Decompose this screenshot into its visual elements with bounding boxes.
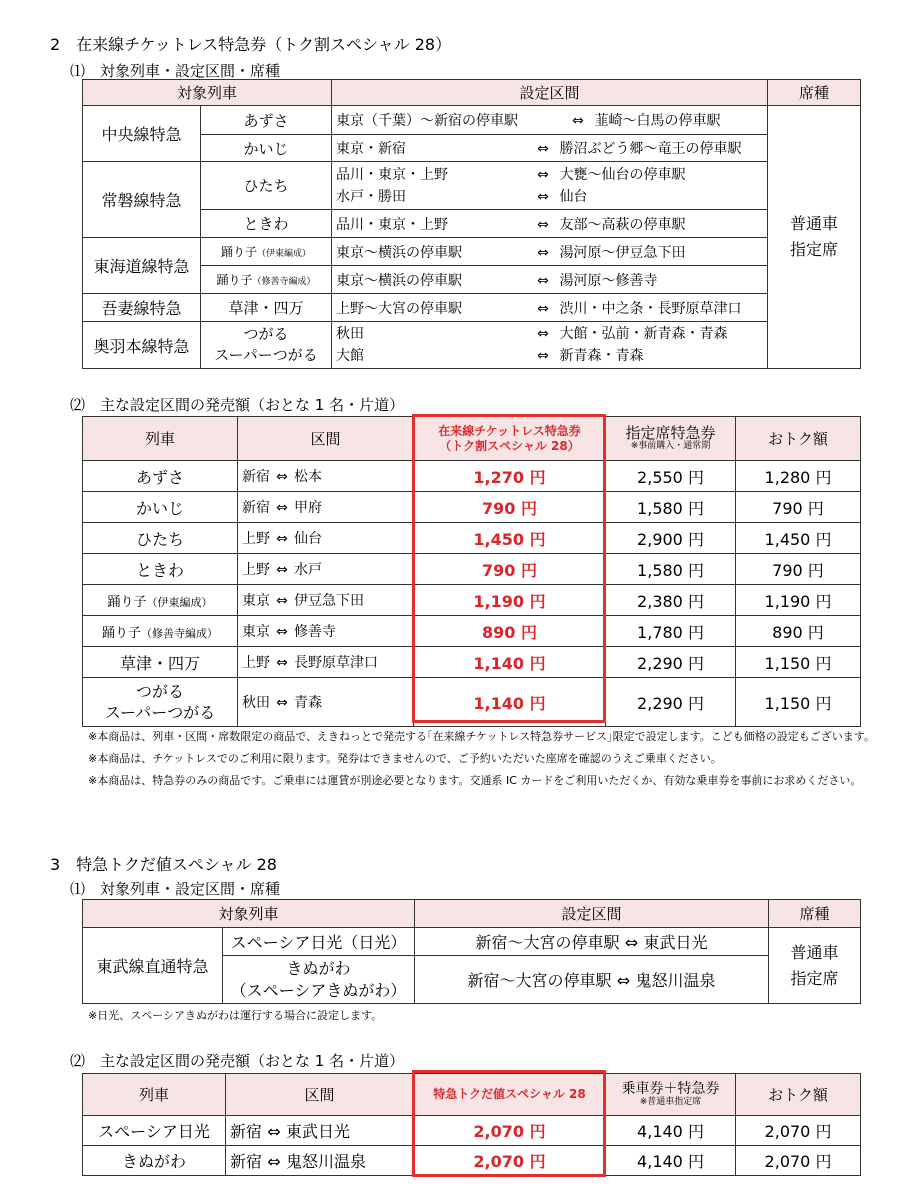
col-header-section: 設定区間 [332,80,768,106]
section-cell: 東京 ⇔ 修善寺 [238,616,414,647]
col-header-seat: 席種 [768,80,861,106]
col-header-train: 列車 [83,1074,226,1116]
table-row [83,554,861,585]
group-cell: 中央線特急 [83,106,201,162]
section-cell: 上野 ⇔ 長野原草津口 [238,647,414,678]
section-cell: 品川・東京・上野 ⇔ 友部～高萩の停車駅 [332,210,768,238]
note-item: ※本商品は、列車・区間・席数限定の商品で、えきねっとで発売する｢在来線チケットレス特急券サービス｣限定で設定します。こども価格の設定もございます。 [88,730,875,743]
train-cell: 草津・四万 [83,647,238,678]
normal-price: 1,780 円 [606,616,736,647]
special-price: 1,190 円 [414,585,606,616]
col-header-special: 特急トクだ値スペシャル 28 [414,1074,606,1116]
normal-price: 2,290 円 [606,678,736,727]
special-price: 2,070 円 [414,1146,606,1176]
special-price: 1,140 円 [414,678,606,727]
train-cell: スペーシア日光 [83,1116,226,1146]
normal-price: 1,580 円 [606,554,736,585]
seat-cell: 普通車 指定席 [769,928,861,1004]
special-price: 2,070 円 [414,1116,606,1146]
table-row [83,492,861,523]
note-item: ※本商品は、チケットレスでのご利用に限ります。発券はできませんので、ご予約いただいた座席を確認のうえご乗車ください。 [88,752,722,765]
table-row [83,238,861,266]
special-price: 890 円 [414,616,606,647]
col-header-train: 対象列車 [83,80,332,106]
section-cell: 東京～横浜の停車駅 ⇔ 湯河原～修善寺 [332,266,768,294]
table-row [83,322,861,369]
section2-title: 2 在来線チケットレス特急券（トク割スペシャル 28） [50,35,452,54]
table-row [83,523,861,554]
train-cell: 踊り子（修善寺編成） [201,266,332,294]
table-row [83,1146,861,1176]
train-cell: ひたち [83,523,238,554]
train-cell: スペーシア日光（日光） [223,928,415,956]
group-cell: 常磐線特急 [83,162,201,238]
save-amount: 1,280 円 [736,461,861,492]
section-cell: 東京～横浜の停車駅 ⇔ 湯河原～伊豆急下田 [332,238,768,266]
section3-note: ※日光、スペーシアきぬがわは運行する場合に設定します。 [88,1009,383,1022]
section-cell: 秋田 ⇔ 大館・弘前・新青森・青森 大館 ⇔ 新青森・青森 [332,322,768,369]
table-row [83,678,861,727]
table-row [83,162,861,210]
train-cell: かいじ [83,492,238,523]
section2-sub2: ⑵ 主な設定区間の発売額（おとな 1 名・片道） [70,396,405,414]
col-header-train: 対象列車 [83,900,415,928]
section2-price-table [82,416,861,727]
section-cell: 新宿 ⇔ 甲府 [238,492,414,523]
section3-sub2: ⑵ 主な設定区間の発売額（おとな 1 名・片道） [70,1052,405,1070]
normal-price: 1,580 円 [606,492,736,523]
special-price: 790 円 [414,554,606,585]
normal-price: 4,140 円 [606,1146,736,1176]
col-header-seat: 席種 [769,900,861,928]
save-amount: 2,070 円 [736,1146,861,1176]
train-cell: きぬがわ [83,1146,226,1176]
section-cell: 新宿 ⇔ 松本 [238,461,414,492]
section3-sub1: ⑴ 対象列車・設定区間・席種 [70,880,281,898]
section2-route-table [82,79,861,369]
section-cell: 東京 ⇔ 伊豆急下田 [238,585,414,616]
col-header-section: 区間 [226,1074,414,1116]
train-cell: ひたち [201,162,332,210]
normal-price: 2,550 円 [606,461,736,492]
col-header-reserved: 指定席特急券 ※事前購入・通常期 [606,417,736,461]
save-amount: 790 円 [736,554,861,585]
train-cell: あずさ [83,461,238,492]
save-amount: 1,150 円 [736,647,861,678]
section-cell: 東京（千葉）～新宿の停車駅 ⇔ 韮崎～白馬の停車駅 [332,106,768,135]
section3-route-table [82,899,861,1004]
train-cell: 踊り子（修善寺編成） [83,616,238,647]
col-header-save: おトク額 [736,417,861,461]
section-cell: 新宿～大宮の停車駅 ⇔ 鬼怒川温泉 [415,956,769,1004]
save-amount: 2,070 円 [736,1116,861,1146]
group-cell: 東武線直通特急 [83,928,223,1004]
section2-sub1: ⑴ 対象列車・設定区間・席種 [70,62,281,80]
section-cell: 新宿 ⇔ 鬼怒川温泉 [226,1146,414,1176]
col-header-section: 設定区間 [415,900,769,928]
section-cell: 上野 ⇔ 水戸 [238,554,414,585]
train-cell: つがる スーパーつがる [83,678,238,727]
save-amount: 1,450 円 [736,523,861,554]
train-cell: かいじ [201,135,332,162]
table-row [83,1116,861,1146]
note-item: ※本商品は、特急券のみの商品です。ご乗車には運賃が別途必要となります。交通系 IC カードをご利用いただくか、有効な乗車券を事前にお求めください。 [88,774,862,787]
table-row [83,294,861,322]
col-header-save: おトク額 [736,1074,861,1116]
train-cell: 草津・四万 [201,294,332,322]
seat-cell: 普通車 指定席 [768,106,861,369]
save-amount: 1,190 円 [736,585,861,616]
group-cell: 奥羽本線特急 [83,322,201,369]
normal-price: 2,900 円 [606,523,736,554]
save-amount: 890 円 [736,616,861,647]
table-row [83,106,861,135]
save-amount: 790 円 [736,492,861,523]
train-cell: あずさ [201,106,332,135]
section-cell: 新宿～大宮の停車駅 ⇔ 東武日光 [415,928,769,956]
section3-price-table [82,1073,861,1176]
normal-price: 4,140 円 [606,1116,736,1146]
section-cell: 新宿 ⇔ 東武日光 [226,1116,414,1146]
normal-price: 2,290 円 [606,647,736,678]
train-cell: 踊り子（伊東編成） [83,585,238,616]
section2-notes [88,728,878,790]
table-row [83,647,861,678]
section-cell: 品川・東京・上野 ⇔ 大甕～仙台の停車駅 水戸・勝田 ⇔ 仙台 [332,162,768,210]
section-cell: 秋田 ⇔ 青森 [238,678,414,727]
special-price: 1,270 円 [414,461,606,492]
table-row [83,461,861,492]
section3-title: 3 特急トクだ値スペシャル 28 [50,855,277,874]
group-cell: 吾妻線特急 [83,294,201,322]
section-cell: 東京・新宿 ⇔ 勝沼ぶどう郷～竜王の停車駅 [332,135,768,162]
normal-price: 2,380 円 [606,585,736,616]
train-cell: つがる スーパーつがる [201,322,332,369]
col-header-special: 在来線チケットレス特急券 （トク割スペシャル 28） [414,417,606,461]
train-cell: 踊り子（伊東編成） [201,238,332,266]
group-cell: 東海道線特急 [83,238,201,294]
train-cell: ときわ [201,210,332,238]
table-row [83,585,861,616]
table-row [83,616,861,647]
special-price: 1,450 円 [414,523,606,554]
col-header-train: 列車 [83,417,238,461]
table-row [83,928,861,956]
special-price: 1,140 円 [414,647,606,678]
save-amount: 1,150 円 [736,678,861,727]
col-header-section: 区間 [238,417,414,461]
train-cell: きぬがわ （スペーシアきぬがわ） [223,956,415,1004]
train-cell: ときわ [83,554,238,585]
section-cell: 上野 ⇔ 仙台 [238,523,414,554]
special-price: 790 円 [414,492,606,523]
section-cell: 上野～大宮の停車駅 ⇔ 渋川・中之条・長野原草津口 [332,294,768,322]
col-header-normal: 乗車券＋特急券 ※普通車指定席 [606,1074,736,1116]
